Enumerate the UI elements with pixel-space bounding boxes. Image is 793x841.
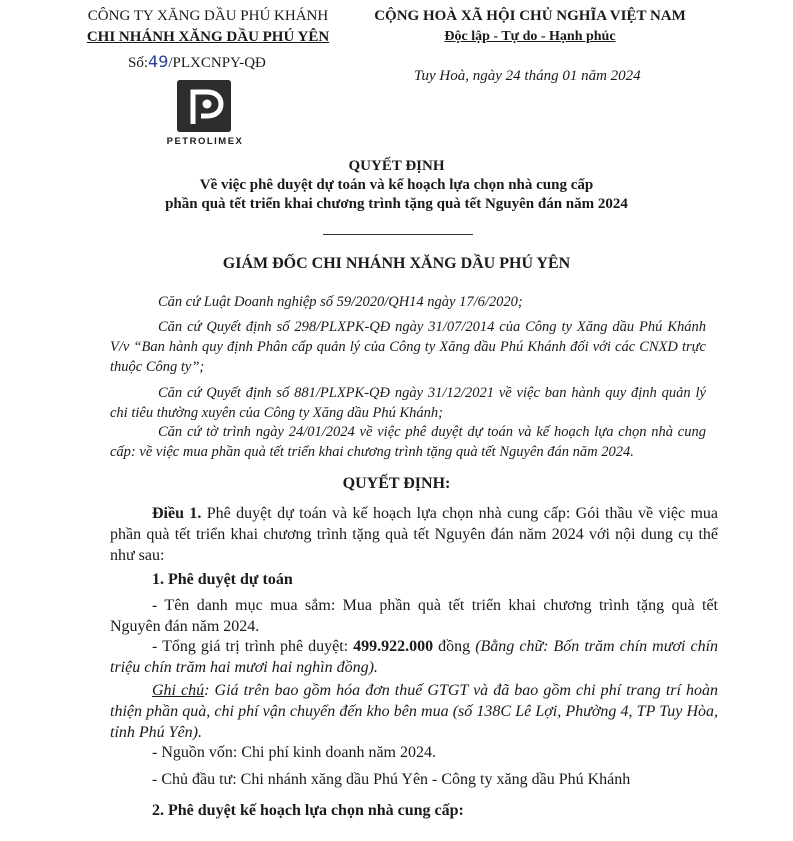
- note-text: : Giá trên bao gồm hóa đơn thuế GTGT và đã bao gồm chi phí trang trí hoàn thiện phần quà, chi phí vận chuyển đến kho bên mua (số 138C Lê Lợi, Phường 4, TP Tuy Hòa, tỉnh Phú Yên).: [110, 682, 719, 741]
- total-value: [110, 636, 718, 678]
- branch-name: CHI NHÁNH XĂNG DẦU PHÚ YÊN: [86, 29, 330, 45]
- basis-paragraph: [110, 383, 706, 423]
- procurement-item: [110, 595, 718, 637]
- basis-text: Căn cứ Luật Doanh nghiệp số 59/2020/QH14 ngày 17/6/2020;: [158, 294, 523, 310]
- basis-text: Căn cứ tờ trình ngày 24/01/2024 về việc phê duyệt dự toán và kế hoạch lựa chọn nhà cung cấp: về việc mua phần quà tết triển khai chương trình tặng quà tết Nguyên đán năm 2024.: [110, 424, 706, 460]
- section-2-heading: 2. Phê duyệt kế hoạch lựa chọn nhà cung cấp:: [152, 802, 464, 819]
- document-title: QUYẾT ĐỊNH: [348, 158, 445, 174]
- note-label: Ghi chú: [152, 682, 205, 699]
- issuer-title: GIÁM ĐỐC CHI NHÁNH XĂNG DẦU PHÚ YÊN: [222, 255, 571, 272]
- procurement-item-text: - Tên danh mục mua sắm: Mua phần quà tết triển khai chương trình tặng quà tết Nguyên đán năm 2024.: [110, 597, 718, 635]
- basis-paragraph: [110, 317, 706, 377]
- title-divider: [323, 234, 473, 235]
- funding-source: - Nguồn vốn: Chi phí kinh doanh năm 2024.: [152, 744, 436, 761]
- national-title: CỘNG HOÀ XÃ HỘI CHỦ NGHĨA VIỆT NAM: [374, 8, 686, 24]
- total-value-amount: 499.922.000: [353, 638, 434, 655]
- basis-paragraph: [110, 292, 706, 312]
- petrolimex-logo: [177, 80, 231, 132]
- section-1-heading: 1. Phê duyệt dự toán: [152, 571, 293, 588]
- total-value-label: - Tổng giá trị trình phê duyệt:: [152, 638, 354, 655]
- document-subtitle-line1: Về việc phê duyệt dự toán và kế hoạch lựa chọn nhà cung cấp: [199, 177, 594, 193]
- company-name: CÔNG TY XĂNG DẦU PHÚ KHÁNH: [87, 8, 329, 24]
- total-value-unit: đồng: [433, 638, 476, 655]
- document-number: [128, 52, 266, 72]
- basis-paragraph: [110, 422, 706, 462]
- article-1-text: Phê duyệt dự toán và kế hoạch lựa chọn nhà cung cấp: Gói thầu về việc mua phần quà tết triển khai chương trình tặng quà tết Nguyên đán năm 2024 với nội dung cụ thể như sau:: [110, 505, 719, 564]
- note: [110, 680, 718, 743]
- article-1-label: Điều 1.: [152, 505, 202, 522]
- petrolimex-logo-icon: [177, 80, 231, 132]
- logo-wordmark: PETROLIMEX: [166, 136, 244, 147]
- document-number-handwritten: 49: [148, 52, 169, 71]
- article-1: [110, 503, 718, 566]
- total-value-words: (Bằng chữ: Bốn trăm chín mươi chín triệu chín trăm hai mươi hai nghìn đồng).: [110, 638, 719, 676]
- national-motto: Độc lập - Tự do - Hạnh phúc: [444, 29, 616, 44]
- decision-heading: QUYẾT ĐỊNH:: [342, 475, 451, 492]
- investor: - Chủ đầu tư: Chi nhánh xăng dầu Phú Yên - Công ty xăng dầu Phú Khánh: [152, 771, 631, 788]
- basis-text: Căn cứ Quyết định số 881/PLXPK-QĐ ngày 31/12/2021 về việc ban hành quy định quản lý chi tiêu thường xuyên của Công ty Xăng dầu Phú Khánh;: [110, 385, 706, 421]
- document-number-prefix: Số:: [128, 55, 149, 71]
- document-subtitle-line2: phần quà tết triển khai chương trình tặng quà tết Nguyên đán năm 2024: [165, 196, 628, 212]
- basis-text: Căn cứ Quyết định số 298/PLXPK-QĐ ngày 31/07/2014 của Công ty Xăng dầu Phú Khánh V/v “Ban hành quy định Phân cấp quản lý của Công ty Xăng dầu Phú Khánh đối với các CNXD trực thuộc Công ty”;: [110, 319, 706, 375]
- place-date: Tuy Hoà, ngày 24 tháng 01 năm 2024: [414, 68, 641, 84]
- document-number-suffix: /PLXCNPY-QĐ: [168, 55, 266, 71]
